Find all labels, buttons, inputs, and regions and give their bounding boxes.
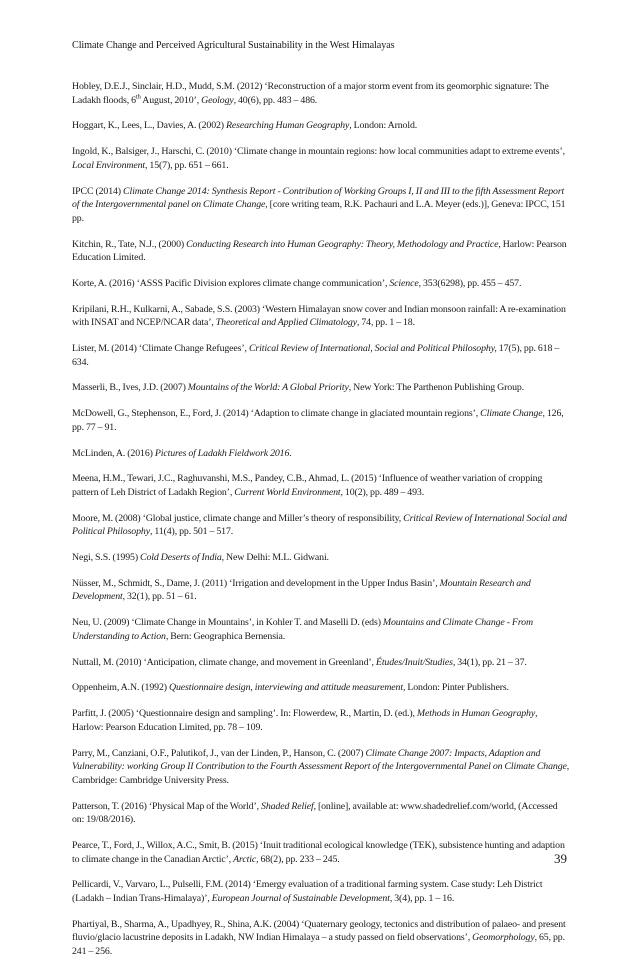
reference-entry: [72, 681, 570, 695]
reference-text: Parry, M., Canziani, O.F., Palutikof, J., van der Linden, P., Hanson, C. (2007): [72, 747, 366, 759]
reference-text: Phartiyal, B., Sharma, A., Upadhyey, R., Shina, A.K. (2004) ‘Quaternary geology, tectonics and distribution of palaeo- and present fluvio/glacio lacustrine deposits in Ladakh, NW Indian Himalaya – a study passed on field observations’,: [72, 918, 566, 944]
reference-entry: [72, 342, 570, 369]
reference-title: Conducting Research into Human Geography: Theory, Methodology and Practice: [186, 238, 499, 250]
reference-text: Hoggart, K., Lees, L., Davies, A. (2002): [72, 120, 226, 132]
reference-title: Mountain Research and Development: [72, 577, 531, 603]
reference-text: McDowell, G., Stephenson, E., Ford, J. (2014) ‘Adaption to climate change in glaciated mountain regions’,: [72, 408, 481, 420]
page-number: 39: [554, 851, 567, 866]
reference-title: Climate Change 2014: Synthesis Report - Contribution of Working Groups I, II and III to the fifth Assessment Report of the Intergovernmental panel on Climate Change: [72, 185, 565, 211]
reference-text: Moore, M. (2008) ‘Global justice, climate change and Miller’s theory of responsibility,: [72, 512, 404, 524]
reference-text: Meena, H.M., Tewari, J.C., Raghuvanshi, M.S., Pandey, C.B., Ahmad, L. (2015) ‘Influence of weather variation of cropping pattern of Leh District of Ladakh Region’,: [72, 473, 543, 498]
reference-title: Researching Human Geography: [226, 120, 350, 132]
reference-title: Climate Change 2007: Impacts, Adaption and Vulnerability: working Group II Contribution to the Fourth Assessment Report of the Intergovernmental Panel on Climate Change: [72, 747, 567, 773]
reference-text: , 40(6), pp. 483 – 486.: [233, 94, 318, 106]
reference-entry: [72, 472, 570, 499]
reference-superscript: th: [135, 93, 141, 101]
reference-text: , 126, pp. 77 – 91.: [72, 408, 564, 433]
reference-text: 10(2), pp. 489 – 493.: [342, 486, 425, 498]
reference-text: , [online], available at: www.shadedrelief.com/world, (Accessed on: 19/08/2016).: [72, 800, 558, 826]
reference-text: , 32(1), pp. 51 – 61.: [122, 591, 197, 603]
reference-text: Negi, S.S. (1995): [72, 552, 141, 564]
reference-entry: [72, 747, 570, 788]
reference-text: Hobley, D.E.J., Sinclair, H.D., Mudd, S.M. (2012) ‘Reconstruction of a major storm event from its geomorphic signature: The Ladakh floods, 6: [72, 81, 549, 106]
reference-text: , New Delhi: M.L. Gidwani.: [221, 552, 329, 564]
reference-entry: [72, 878, 570, 905]
reference-title: Current World Environment,: [234, 486, 343, 498]
reference-title: Mountains and Climate Change - From Understanding to Action: [72, 617, 533, 642]
reference-title: Geomorphology: [472, 932, 535, 944]
reference-title: Methods in Human Geography: [416, 708, 536, 720]
reference-text: , 74, pp. 1 – 18.: [356, 317, 415, 329]
reference-text: , 65, pp. 241 – 256.: [72, 932, 565, 957]
reference-entry: [72, 577, 570, 604]
reference-text: Kitchin, R., Tate, N.J., (2000): [72, 238, 187, 250]
reference-text: Nüsser, M., Schmidt, S., Dame, J. (2011) ‘Irrigation and development in the Upper Indus Basin’,: [72, 577, 440, 589]
reference-text: Neu, U. (2009) ‘Climate Change in Mountains’, in Kohler T. and Maselli D. (eds): [72, 617, 383, 629]
reference-entry: [72, 616, 570, 643]
reference-title: Questionnaire design, interviewing and attitude measurement: [168, 682, 403, 694]
reference-text: Pearce, T., Ford, J., Willox, A.C., Smit, B. (2015) ‘Inuit traditional ecological knowledge (TEK), subsistence hunting and adaption to climate change in the Canadian Arctic’,: [72, 839, 565, 865]
reference-title: Arctic: [233, 853, 257, 865]
reference-entry: [72, 381, 570, 395]
reference-entry: [72, 303, 570, 330]
reference-entry: [72, 656, 570, 670]
reference-entry: [72, 80, 570, 107]
reference-text: Lister, M. (2014) ‘Climate Change Refugees’,: [72, 343, 249, 355]
reference-title: Mountains of the World: A Global Priority: [187, 382, 349, 394]
reference-text: , Cambridge: Cambridge University Press.: [72, 761, 570, 786]
reference-text: , 68(2), pp. 233 – 245.: [256, 853, 340, 865]
reference-entry: [72, 119, 570, 133]
reference-text: August, 2010’,: [140, 94, 202, 106]
reference-text: 17(5), pp. 618 – 634.: [72, 343, 560, 368]
reference-entry: [72, 512, 570, 539]
reference-text: Nuttall, M. (2010) ‘Anticipation, climate change, and movement in Greenland’,: [72, 656, 376, 668]
reference-title: Critical Review of International Social and Political Philosophy: [72, 512, 567, 538]
reference-entry: [72, 238, 570, 265]
reference-text: Masserli, B., Ives, J.D. (2007): [72, 382, 188, 394]
reference-title: Science,: [389, 277, 421, 289]
reference-text: , London: Pinter Publishers.: [402, 682, 509, 694]
reference-text: Kripilani, R.H., Kulkarni, A., Sabade, S.S. (2003) ‘Western Himalayan snow cover and Indian monsoon rainfall: A re-examination with INSAT and NCEP/NCAR data’,: [72, 303, 566, 329]
reference-text: 353(6298), pp. 455 – 457.: [420, 277, 522, 289]
reference-text: Pellicardi, V., Varvaro, L., Pulselli, F.M. (2014) ‘Emergy evaluation of a traditional farming system. Case study: Leh District (Ladakh – Indian Trans-Himalaya)’,: [72, 879, 543, 904]
reference-entry: [72, 407, 570, 434]
reference-text: , London: Arnold.: [349, 120, 418, 132]
reference-text: , Harlow: Pearson Education Limited, pp. 78 – 109.: [72, 708, 538, 733]
reference-text: IPCC (2014): [72, 185, 124, 197]
reference-entry: [72, 145, 570, 172]
reference-text: Ingold, K., Balsiger, J., Harschi, C. (2010) ‘Climate change in mountain regions: how local communities adapt to extreme events’,: [72, 146, 565, 158]
reference-title: Climate Change: [480, 408, 543, 420]
reference-title: Local Environment: [72, 159, 146, 171]
reference-text: , Harlow: Pearson Education Limited.: [72, 238, 567, 264]
reference-text: Oppenheim, A.N. (1992): [72, 682, 169, 694]
reference-title: European Journal of Sustainable Development: [211, 892, 390, 904]
reference-entry: [72, 800, 570, 827]
reference-text: , 34(1), pp. 21 – 37.: [452, 656, 527, 668]
running-head: Climate Change and Perceived Agricultural Sustainability in the West Himalayas: [72, 40, 395, 51]
reference-text: , New York: The Parthenon Publishing Group.: [348, 382, 525, 394]
reference-text: Patterson, T. (2016) ‘Physical Map of the World’,: [72, 800, 262, 812]
reference-text: , 3(4), pp. 1 – 16.: [389, 892, 455, 904]
reference-text: , [core writing team, R.K. Pachauri and L.A. Meyer (eds.)], Geneva: IPCC, 151 pp.: [72, 199, 566, 224]
reference-text: .: [289, 447, 292, 459]
reference-entry: [72, 918, 570, 959]
reference-text: , 11(4), pp. 501 – 517.: [149, 526, 234, 538]
reference-entry: [72, 839, 570, 866]
reference-entry: [72, 277, 570, 291]
reference-title: Theoretical and Applied Climatology: [215, 317, 357, 329]
reference-title: Études/Inuit/Studies: [375, 656, 453, 668]
reference-title: Cold Deserts of India: [140, 552, 222, 564]
reference-title: Pictures of Ladakh Fieldwork 2016: [154, 447, 290, 459]
reference-entry: [72, 551, 570, 565]
reference-entry: [72, 185, 570, 226]
reference-text: Parfitt, J. (2005) ‘Questionnaire design and sampling’. In: Flowerdew, R., Martin, D. (ed.),: [72, 708, 417, 720]
reference-text: , 15(7), pp. 651 – 661.: [145, 159, 229, 171]
reference-title: Shaded Relief: [261, 800, 314, 812]
reference-text: , Bern: Geographica Bernensia.: [165, 630, 286, 642]
reference-entry: [72, 447, 570, 461]
reference-list: [72, 80, 570, 971]
reference-text: McLinden, A. (2016): [72, 447, 155, 459]
reference-entry: [72, 707, 570, 734]
reference-title: Critical Review of International, Social and Political Philosophy,: [248, 343, 497, 355]
reference-text: Korte, A. (2016) ‘ASSS Pacific Division explores climate change communication’,: [72, 277, 390, 289]
reference-title: Geology: [201, 94, 234, 106]
